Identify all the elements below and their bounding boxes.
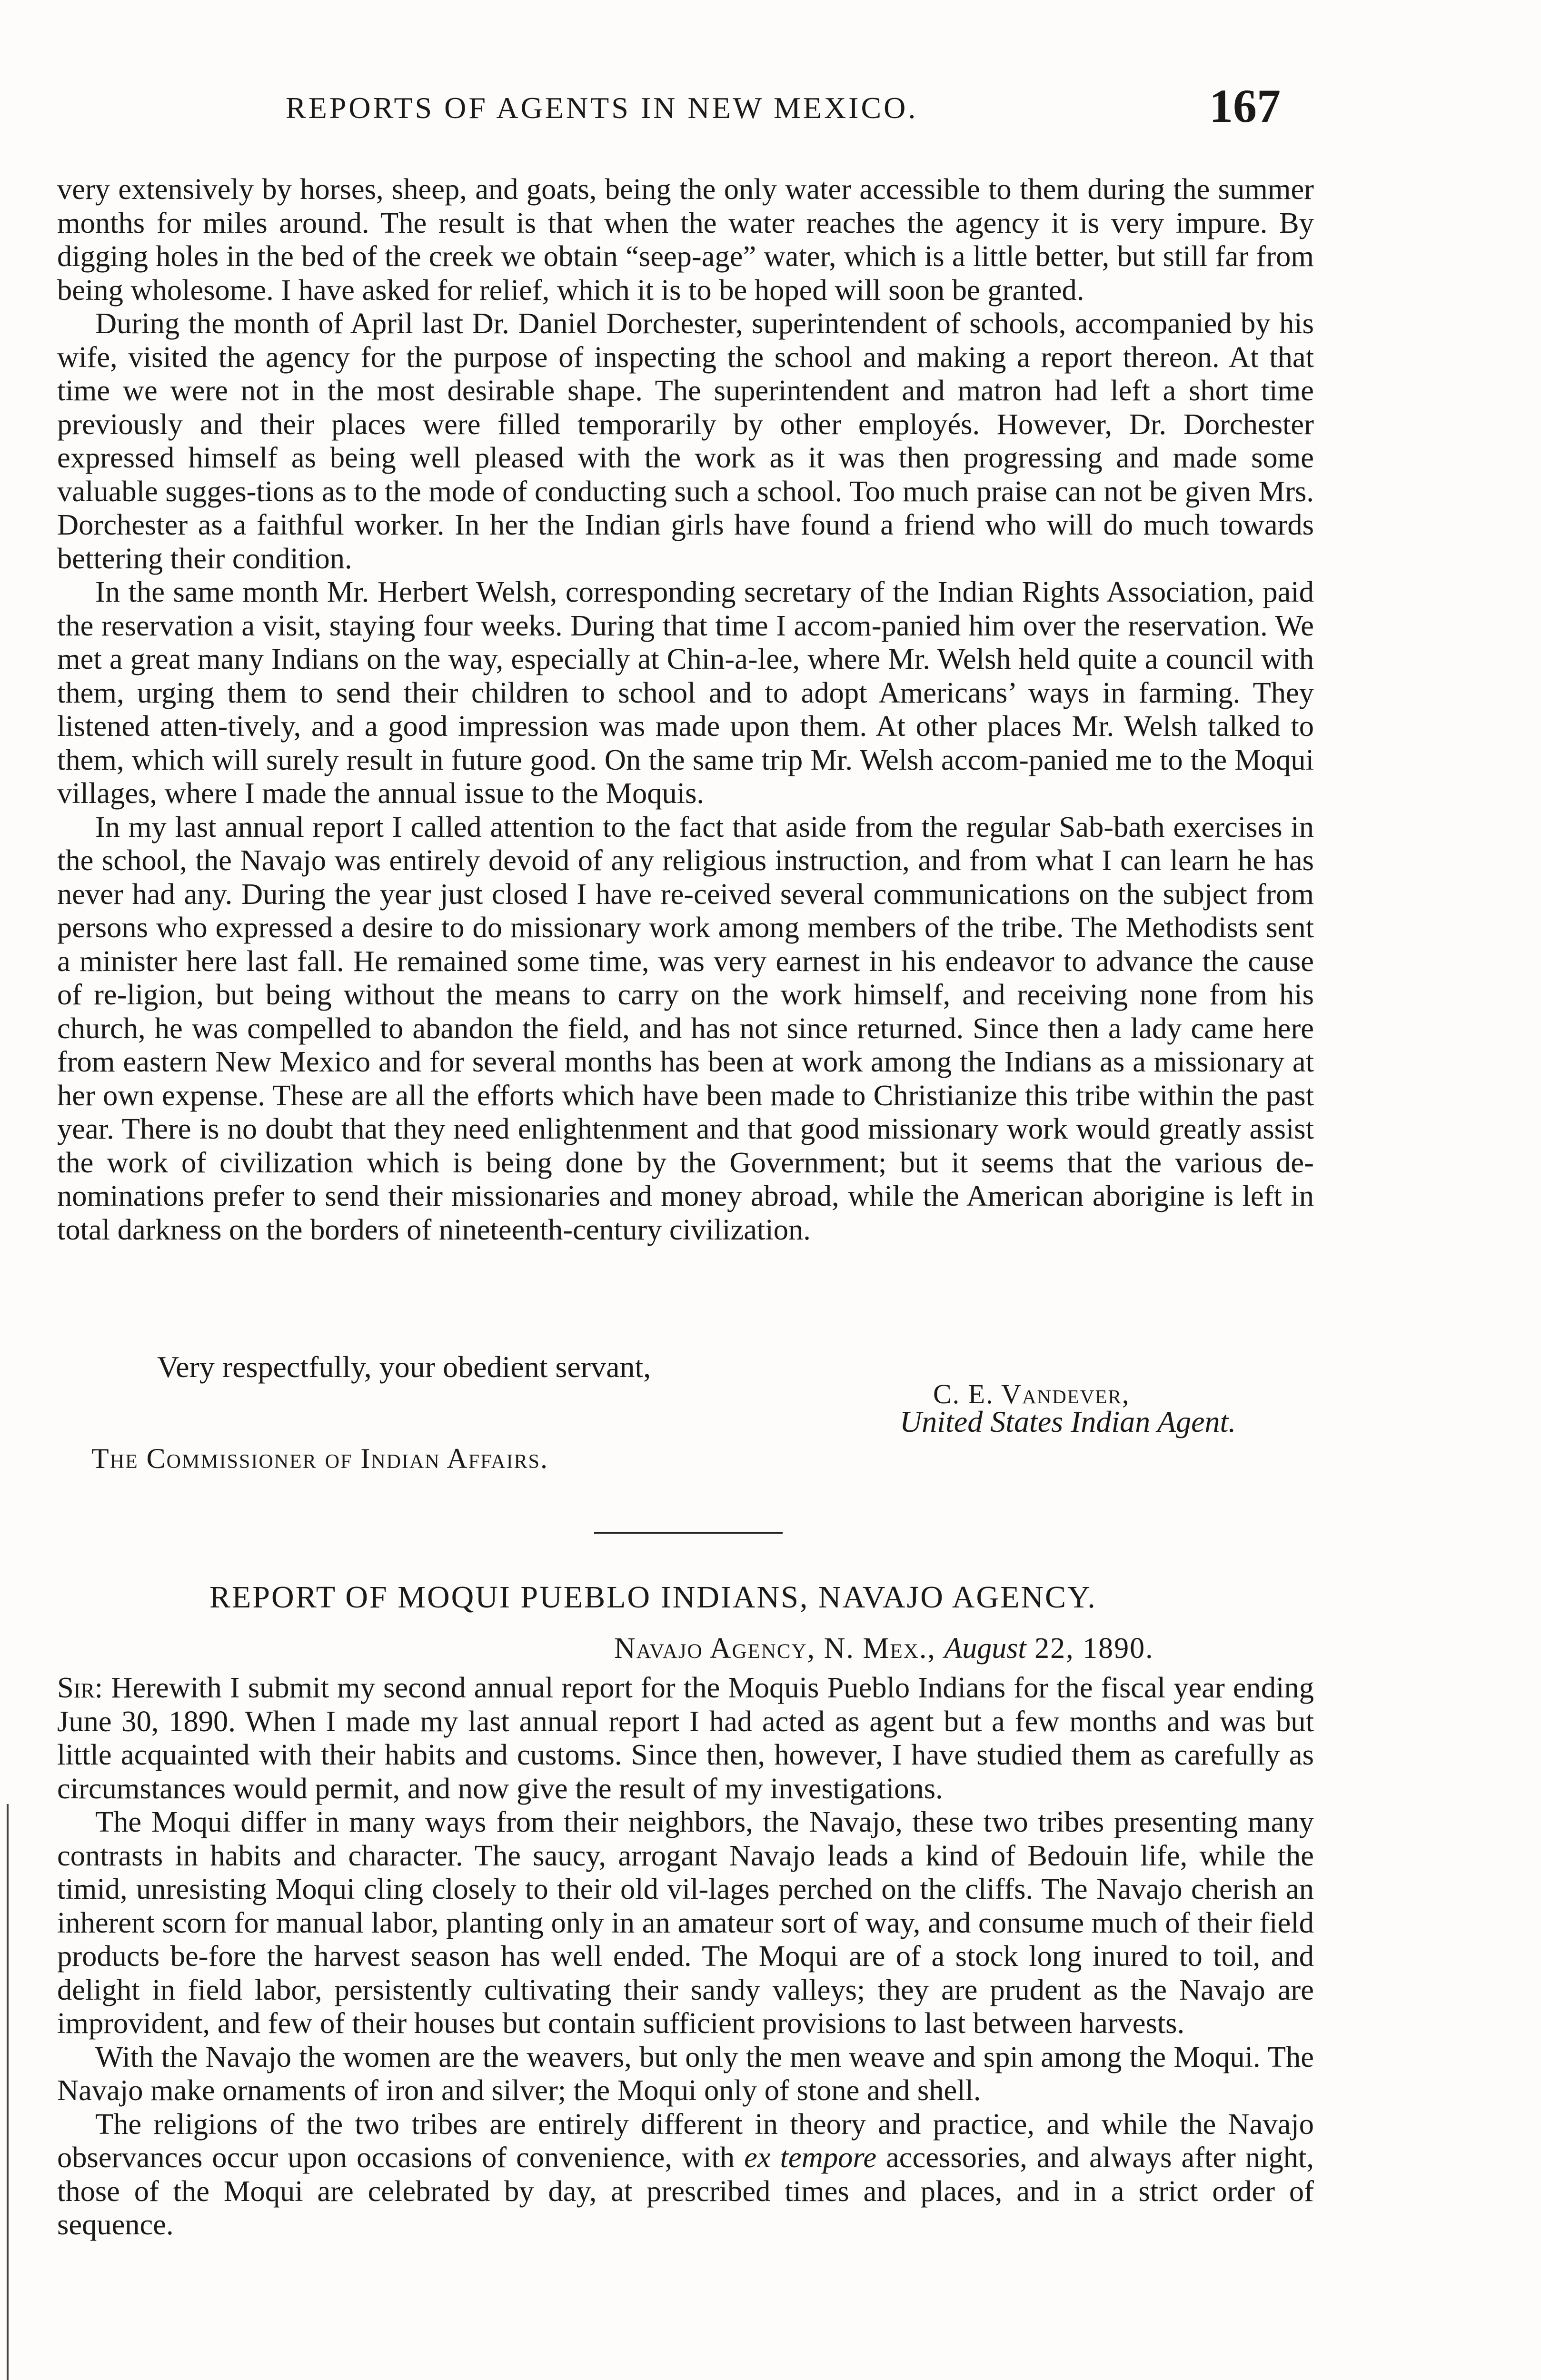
report-paragraph-text: accessories, and always after night, those of the Moqui are celebrated by day, at prescribed times and places, and in a strict order of sequence. xyxy=(57,2141,1314,2241)
section-divider xyxy=(594,1532,783,1534)
italic-phrase: ex tempore xyxy=(744,2141,877,2174)
letter-paragraph: During the month of April last Dr. Daniel Dorchester, superintendent of schools, accompanied by his wife, visited the agency for the purpose of inspecting the school and making a report thereon. At that time we were not in the most desirable shape. The superintendent and matron had left a short time previously and their places were filled temporarily by other employés. However, Dr. Dorchester expressed himself as being well pleased with the work as it was then progressing and made some valuable sugges-tions as to the mode of conducting such a school. Too much praise can not be given Mrs. Dorchester as a faithful worker. In her the Indian girls have found a friend who will do much towards bettering their condition. xyxy=(57,307,1314,575)
report-paragraph: With the Navajo the women are the weavers, but only the men weave and spin among the Moqui. The Navajo make ornaments of iron and silver; the Moqui only of stone and shell. xyxy=(57,2040,1314,2107)
report-paragraph-text: The religions of the two tribes are entirely different in theory and practice, and while the Navajo observances occur upon occasions of convenience, with xyxy=(57,2107,1314,2174)
report-paragraph xyxy=(57,1671,1314,1805)
report-dateline xyxy=(614,1632,1154,1666)
letter-body xyxy=(57,172,1314,1246)
scan-margin-line xyxy=(7,1804,9,2380)
report-paragraph: The Moqui differ in many ways from their neighbors, the Navajo, these two tribes presenting many contrasts in habits and character. The saucy, arrogant Navajo leads a kind of Bedouin life, while the timid, unresisting Moqui cling closely to their old vil-lages perched on the cliffs. The Navajo cherish an inherent scorn for manual labor, planting only in an amateur sort of way, and consume much of their field products be-fore the harvest season has well ended. The Moqui are of a stock long inured to toil, and delight in field labor, persistently cultivating their sandy valleys; they are prudent as the Navajo are improvident, and few of their houses but contain sufficient provisions to last between harvests. xyxy=(57,1805,1314,2040)
running-head-title: REPORTS OF AGENTS IN NEW MEXICO. xyxy=(286,91,918,125)
letter-paragraph: In my last annual report I called attention to the fact that aside from the regular Sab-bath exercises in the school, the Navajo was entirely devoid of any religious instruction, and from what I can learn he has never had any. During the year just closed I have re-ceived several communications on the subject from persons who expressed a desire to do missionary work among members of the tribe. The Methodists sent a minister here last fall. He remained some time, was very earnest in his endeavor to advance the cause of re-ligion, but being without the means to carry on the work himself, and receiving none from his church, he was compelled to abandon the field, and has not since returned. Since then a lady came here from eastern New Mexico and for several months has been at work among the Indians as a missionary at her own expense. These are all the efforts which have been made to Christianize this tribe within the past year. There is no doubt that they need enlightenment and that good missionary work would greatly assist the work of civilization which is being done by the Government; but it seems that the various de-nominations prefer to send their missionaries and money abroad, while the American aborigine is left in total darkness on the borders of nineteenth-century civilization. xyxy=(57,810,1314,1246)
dateline-place: Navajo Agency, N. Mex., xyxy=(614,1632,936,1665)
report-paragraph xyxy=(57,2107,1314,2241)
letter-addressee: The Commissioner of Indian Affairs. xyxy=(91,1443,548,1474)
report-paragraph-text: Herewith I submit my second annual report for the Moquis Pueblo Indians for the fiscal year ending June 30, 1890. When I made my last annual report I had acted as agent but a few months and was but little acquainted with their habits and customs. Since then, however, I have studied them as carefully as circumstances would permit, and now give the result of my investigations. xyxy=(57,1671,1314,1805)
signature-name: C. E. Vandever, xyxy=(933,1378,1130,1409)
report-body xyxy=(57,1671,1314,2241)
dateline-day-year: 22, 1890. xyxy=(1034,1632,1154,1665)
page-number: 167 xyxy=(1209,79,1281,132)
letter-paragraph: In the same month Mr. Herbert Welsh, corresponding secretary of the Indian Rights Association, paid the reservation a visit, staying four weeks. During that time I accom-panied him over the reservation. We met a great many Indians on the way, especially at Chin-a-lee, where Mr. Welsh held quite a council with them, urging them to send their children to school and to adopt Americans’ ways in farming. They listened atten-tively, and a good impression was made upon them. At other places Mr. Welsh talked to them, which will surely result in future good. On the same trip Mr. Welsh accom-panied me to the Moqui villages, where I made the annual issue to the Moquis. xyxy=(57,575,1314,810)
dateline-month: August xyxy=(944,1632,1026,1665)
letter-closing: Very respectfully, your obedient servant, xyxy=(157,1350,651,1384)
signature-title: United States Indian Agent. xyxy=(900,1405,1236,1438)
salutation: Sir: xyxy=(57,1671,103,1704)
report-heading: REPORT OF MOQUI PUEBLO INDIANS, NAVAJO AGENCY. xyxy=(209,1580,1097,1615)
letter-paragraph: very extensively by horses, sheep, and goats, being the only water accessible to them during the summer months for miles around. The result is that when the water reaches the agency it is very impure. By digging holes in the bed of the creek we obtain “seep-age” water, which is a little better, but still far from being wholesome. I have asked for relief, which it is to be hoped will soon be granted. xyxy=(57,172,1314,307)
